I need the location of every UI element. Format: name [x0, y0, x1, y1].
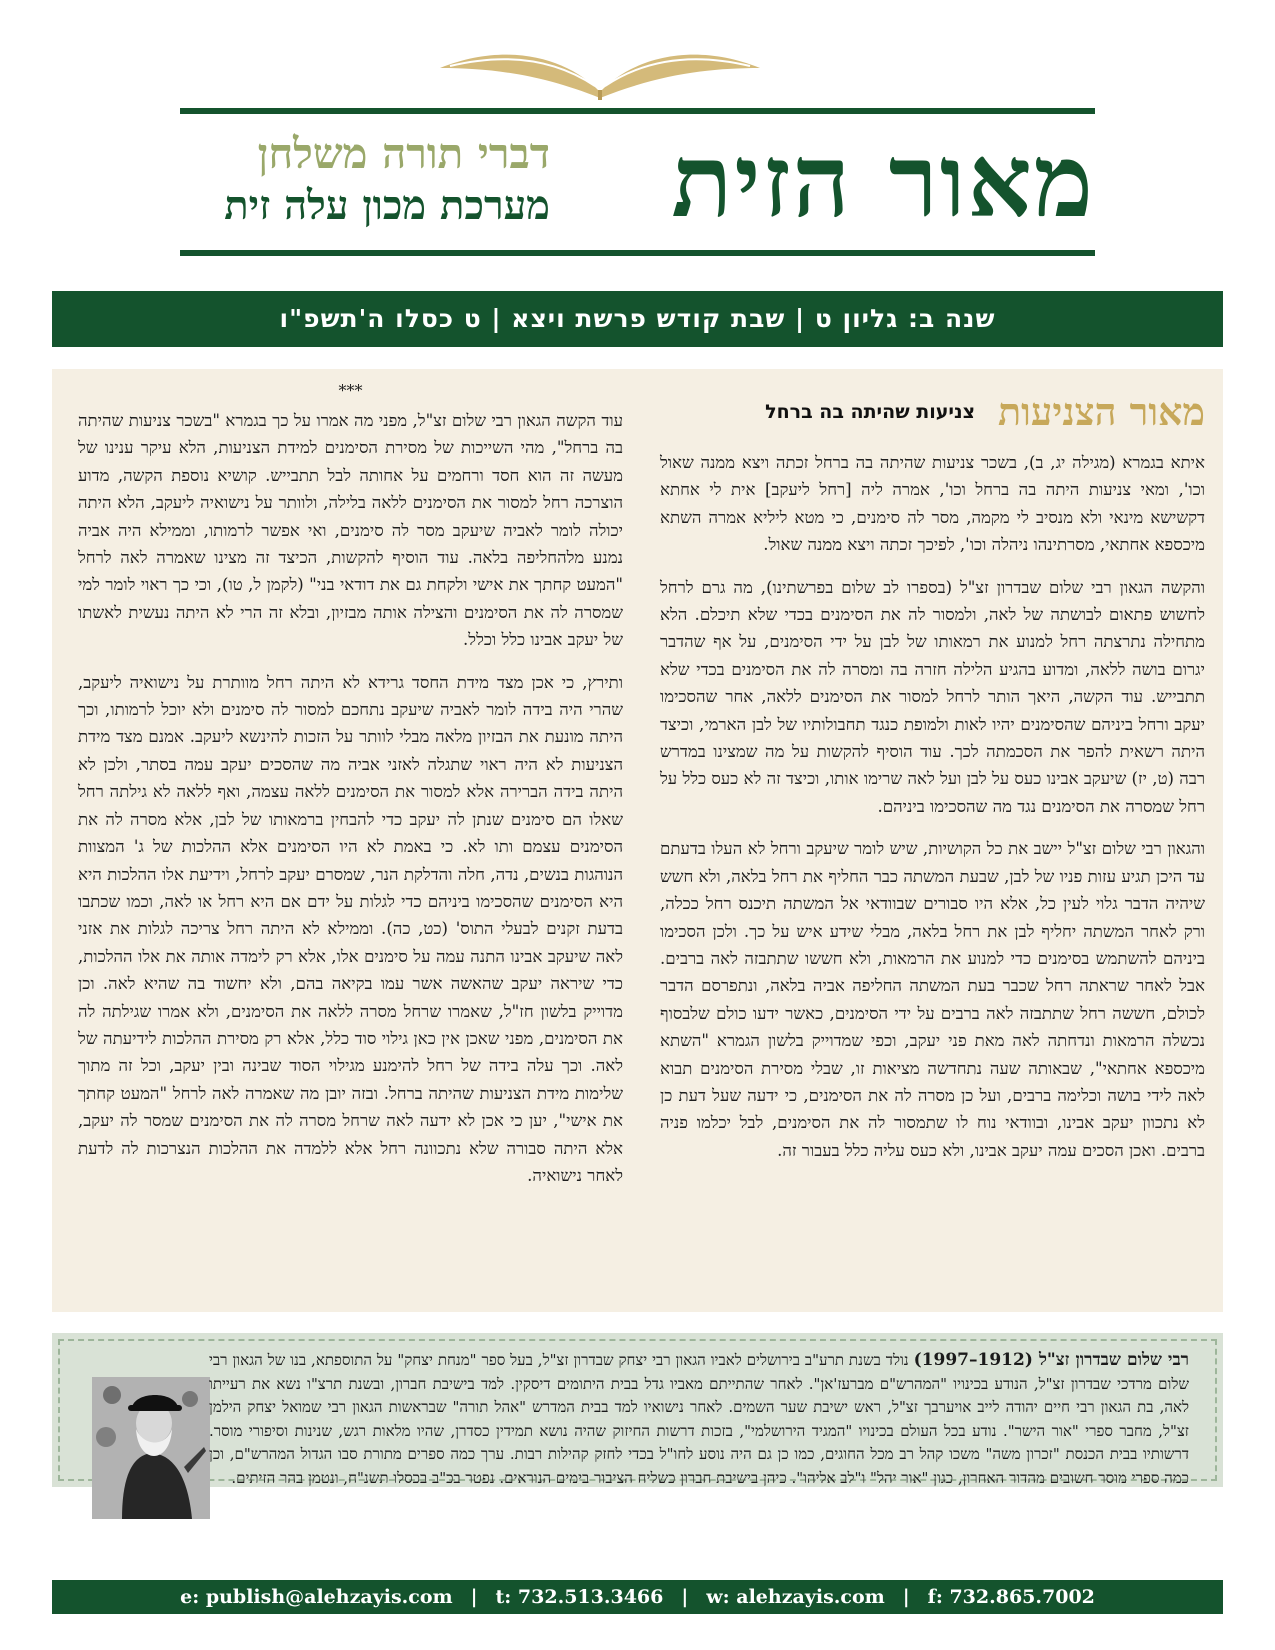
paragraph: והגאון רבי שלום זצ"ל יישב את כל הקושיות, שיש לומר שיעקב ורחל לא העלו בדעתם עד היכן תגיע עזות פניו של לבן, שבעת המשתה כבר החליף את רחל בלאה, ולא חשש שיהיה הדבר גלוי לעין כל, אלא היו סבורים שבוודאי אל המשתה תיכנס רחל ככלה, ורק לאחר המשתה יחליף לבן את רחל בלאה, מבלי שידע איש על כך. ולכן הסכימו ביניהם להשתמש בסימנים כדי למנוע את הרמאות, ולא חששו שתתבזה לאה ברבים. אבל לאחר שראתה רחל שכבר בעת המשתה החליפה אביה בלאה, ונתפרסם הדבר לכולם, חששה רחל שתתבזה לאה ברבים על ידי הסימנים, כאשר ידעו כולם שלבסוף נכשלה הרמאות ונדחתה לאה מאת פני יעקב, וכפי שמדוייק בלשון הגמרא "השתא מיכספא אחתאי", שבאותה שעה נתחדשה מציאות זו, שבלי מסירת הסימנים תבוא לאה לידי בושה וכלימה ברבים, ועל כן מסרה לה את הסימנים, כי ידעה שעל דעת כן לא נתכוון יעקב אבינו, ובוודאי נוח לו שתמסור לה את הסימנים, לבל יכלמו פניה ברבים. ואכן הסכים עמה יעקב אבינו, ולא כעס עליה כלל בעבור זה.: [660, 839, 1205, 1160]
rabbi-portrait-photo: [92, 1377, 210, 1519]
footer-fax: f: 732.865.7002: [927, 1586, 1095, 1608]
biography-text: [209, 1349, 1189, 1491]
biography-body: נולד בשנת תרע"ב בירושלים לאביו הגאון רבי יצחק שבדרון זצ"ל, בעל ספר "מנחת יצחק" על התוספתא, בנו של הגאון רבי שלום מרדכי שבדרון זצ"ל, הנודע בכינויו "המהרש"ם מברעז'אן". לאחר שהתייתם מאביו גדל בבית היתומים דיסקין. למד בישיבת חברון, ובשנת תרצ"ו נשא את רעייתו לאה, בת הגאון רבי חיים יהודה לייב אויערבך זצ"ל, ראש ישיבת שער השמים. לאחר נישואיו למד בבית המדרש "אהל תורה" שבראשות הגאון רבי שמואל יצחק הילמן זצ"ל, מחבר ספרי "אור הישר". נודע בכל העולם בכינויו "המגיד הירושלמי", בזכות דרשות החיזוק שהיה נושא תמידין כסדרן, שהיו מלאות רגש, שנינות וסיפורי מוסר. דרשותיו בבית הכנסת "זכרון משה" משכו קהל רב מכל החוגים, כמו כן גם היה נוסע לחו"ל בכדי לחזק קהילות רבות. ערך כמה ספרים מתורת סבו הגדול המהרש"ם, וכן כמה ספרי מוסר חשובים מהדור האחרון, כגון "אור יהל" ו"לב אליהו". כיהן בישיבת חברון כשליח הציבור בימים הנוראים. נפטר בכ"ב בכסלו תשנ"ח, ונטמן בהר הזיתים.: [209, 1351, 1189, 1487]
article-panel: [52, 369, 1223, 1312]
article-left-column: [78, 381, 623, 1204]
biography-name: רבי שלום שבדרון זצ"ל (1912–1997): [913, 1350, 1190, 1370]
paragraph: איתא בגמרא (מגילה יג, ב), בשכר צניעות שהיתה בה ברחל זכתה ויצא ממנה שאול וכו', ומאי צניעות היתה בה ברחל וכו', אמרה ליה [רחל ליעקב] אית לי אחתא דקשישא מינאי ולא מנסיב לי מקמה, מסר לה סימנים, כי מטא ליליא אמרה השתא מיכספא אחתאי, מסרתינהו ניהלה וכו', לפיכך זכתה ויצא ממנה שאול.: [660, 453, 1205, 555]
footer-website: w: alehzayis.com: [706, 1586, 885, 1608]
footer-separator: |: [681, 1586, 689, 1608]
section-divider-stars: ***: [338, 381, 363, 400]
masthead-top-rule: [180, 108, 1095, 114]
section-subtitle: צניעות שהיתה בה ברחל: [765, 401, 975, 423]
section-title: מאור הצניעות: [997, 389, 1205, 434]
article-right-column: [660, 387, 1205, 1179]
tagline-line-1: דברי תורה משלחן: [257, 129, 550, 178]
biography-box: [52, 1333, 1223, 1487]
masthead-bottom-rule: [180, 250, 1095, 256]
section-header: [660, 387, 1205, 445]
footer-email: e: publish@alehzayis.com: [180, 1586, 453, 1608]
masthead-title: מאור הזית: [671, 122, 1095, 240]
paragraph: ותירץ, כי אכן מצד מידת החסד גרידא לא היתה רחל מוותרת על נישואיה ליעקב, שהרי היה בידה לומר לאביה שיעקב נתחכם למסור לה סימנים ולא יוכל לרמותו, וכך היתה מונעת את הבזיון מלאה מבלי לוותר על הזכות להינשא ליעקב. אמנם מצד מידת הצניעות לא היה ראוי שתגלה לאזני אביה מה שהסכים יעקב עמה בסתר, ולכן לא היתה בידה הברירה אלא למסור את הסימנים ללאה עצמה, ואף ללאה לא גילתה רחל שאלו הם סימנים שנתן לה יעקב כדי להבחין ברמאותו של לבן, אלא מסרה לה את הסימנים עצמם ותו לא. כי באמת לא היו הסימנים אלא ההלכות של ג' המצוות הנוהגות בנשים, נדה, חלה והדלקת הנר, שמסרם יעקב לרחל, וידיעת אלו ההלכות היא היא הסימנים שהסכימו ביניהם כדי לגלות על ידם אם היא רחל או לאה, וכמו שכתבו בדעת זקנים לבעלי התוס' (כט, כה). וממילא לא היתה רחל צריכה לגלות את אזני לאה שיעקב אבינו התנה עמה על סימנים אלו, אלא רק לימדה אותה את אלו ההלכות, כדי שיראה יעקב שהאשה אשר עמו בקיאה בהם, ולא יחשוד בה שהיא לאה. וכן מדוייק בלשון חז"ל, שאמרו שרחל מסרה ללאה את הסימנים, ולא אמרו שגילתה לה את הסימנים, מפני שאכן אין כאן גילוי סוד כלל, אלא רק מסירת ההלכות לידיעתה של לאה. וכך עלה בידה של רחל להימנע מגילוי הסוד שבינה ובין יעקב, וכל זה מתוך שלימות מידת הצניעות שהיתה ברחל. ובזה יובן מה שאמרה לאה לרחל "המעט קחתך את אישי", יען כי אכן לא ידעה לאה שרחל מסרה לה את הסימנים שמסר לה יעקב, אלא היתה סבורה שלא נתכוונה רחל אלא ללמדה את ההלכות הנצרכות לה לדעת לאחר נישואיה.: [78, 672, 623, 1185]
masthead-tagline: [180, 128, 550, 232]
paragraph: והקשה הגאון רבי שלום שבדרון זצ"ל (בספרו לב שלום בפרשתינו), מה גרם לרחל לחשוש פתאום לבושתה של לאה, ולמסור לה את הסימנים בכדי שלא תיכלם. הלא מתחילה נתרצתה רחל למנוע את רמאותו של לבן על ידי הסימנים, על אף שהדבר יגרום בושה ללאה, ומדוע בהגיע הלילה חזרה בה ומסרה לה את הסימנים בכדי שלא תתבייש. עוד הקשה, היאך הותר לרחל למסור את הסימנים ללאה, אחר שהסכימו יעקב ורחל ביניהם שהסימנים יהיו לאות ולמופת כנגד תחבולותיו של לבן הארמי, וכיצד היתה רשאית להפר את הסכמתה לכך. עוד הוסיף להקשות על מה שמצינו במדרש רבה (ט, יז) שיעקב אבינו כעס על לבן ועל לאה שרימו אותו, וכיצד זה לא כעס כלל על רחל שמסרה את הסימנים נגד מה שהסכימו ביניהם.: [660, 577, 1205, 816]
footer-separator: |: [902, 1586, 910, 1608]
open-book-icon: [430, 40, 770, 100]
biography-frame: [58, 1339, 1217, 1487]
contact-footer: [52, 1580, 1223, 1614]
issue-info-bar: שנה ב: גליון ט | שבת קודש פרשת ויצא | ט כסלו ה'תשפ"ו: [52, 291, 1223, 347]
tagline-line-2: מערכת מכון עלה זית: [224, 182, 550, 229]
footer-separator: |: [470, 1586, 478, 1608]
footer-phone: t: 732.513.3466: [495, 1586, 664, 1608]
paragraph: עוד הקשה הגאון רבי שלום זצ"ל, מפני מה אמרו על כך בגמרא "בשכר צניעות שהיתה בה ברחל", מהי השייכות של מסירת הסימנים למידת הצניעות, הלא עיקר ענינו של מעשה זה הוא חסד ורחמים על אחותה לבל תתבייש. קושיא נוספת הקשה, מדוע הוצרכה רחל למסור את הסימנים ללאה בלילה, ולוותר על נישואיה ליעקב, הלא היתה יכולה לומר לאביה שיעקב מסר לה סימנים, ואי אפשר לרמותו, וממילא היה אביה נמנע מלהחליפה בלאה. עוד הוסיף להקשות, הכיצד זה מצינו שאמרה לאה לרחל "המעט קחתך את אישי ולקחת גם את דודאי בני" (לקמן ל, טו), וכי כך ראוי לומר למי שמסרה לה את הסימנים והצילה אותה מבזיון, ובלא זה הרי לא היתה נעשית לאשתו של יעקב אבינו כלל וכלל.: [78, 411, 623, 650]
